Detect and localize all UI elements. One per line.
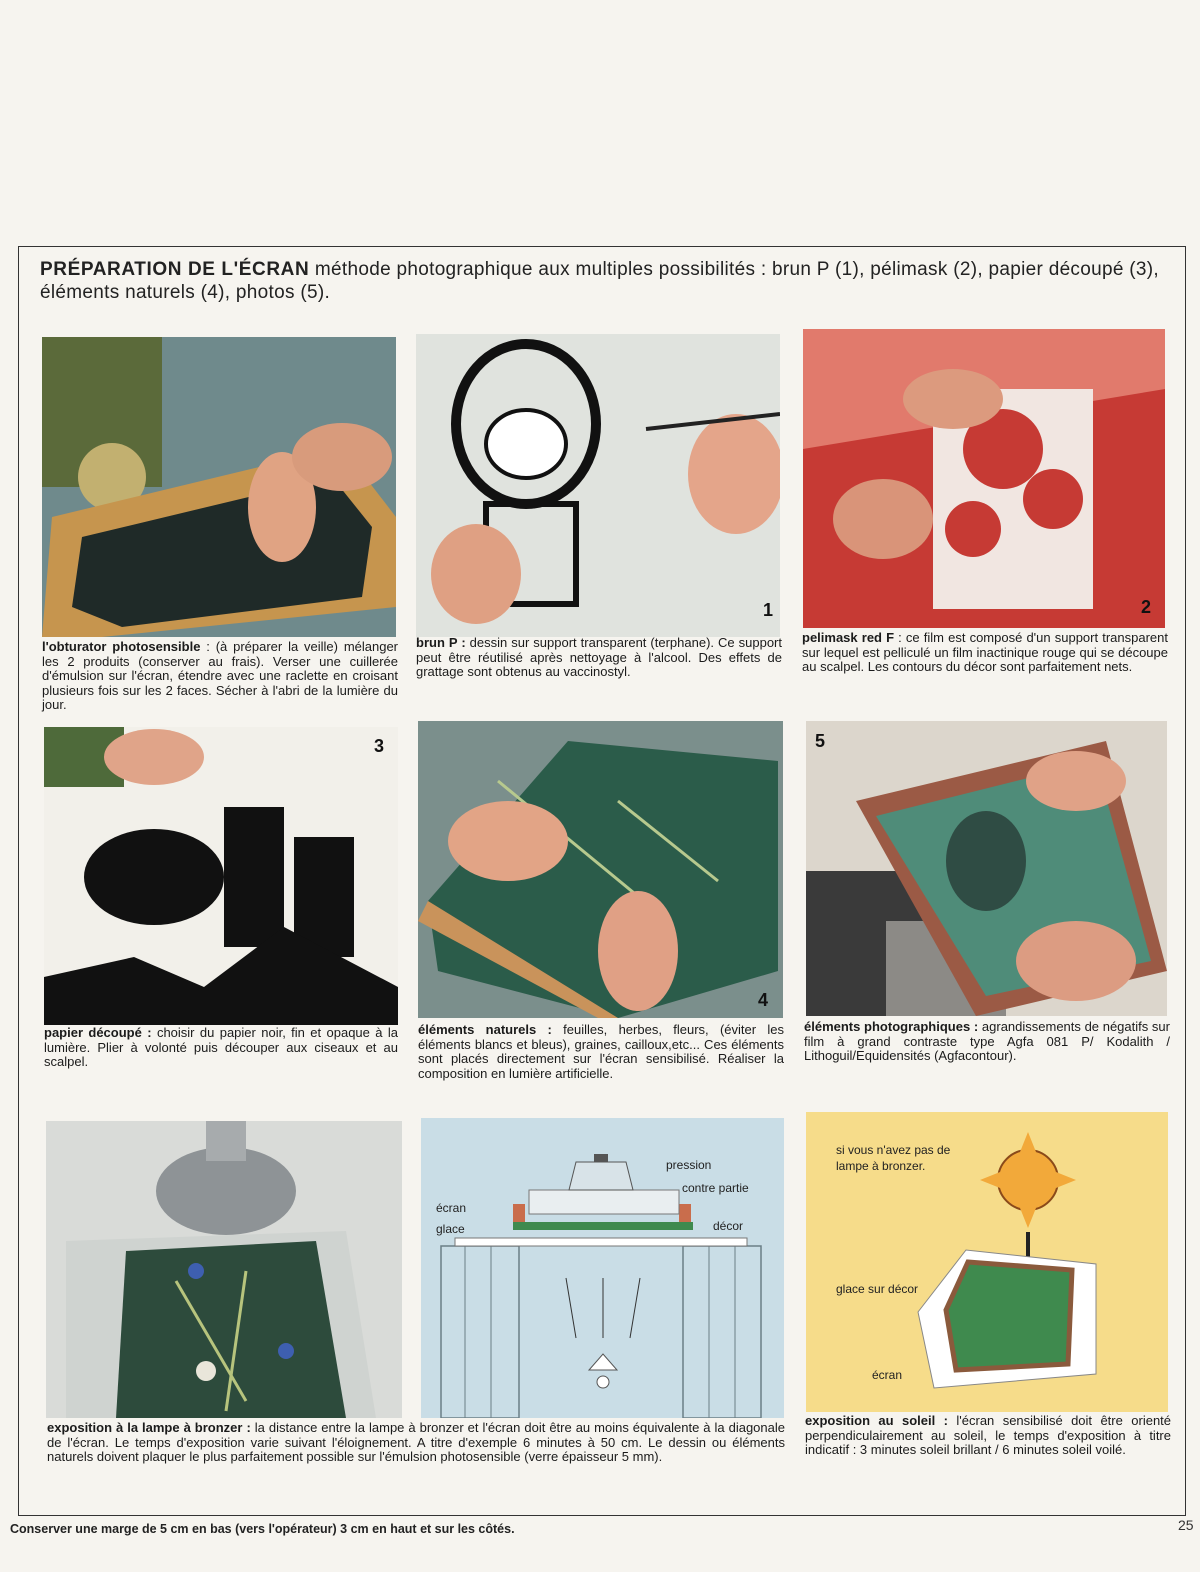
heading-title: PRÉPARATION DE L'ÉCRAN	[40, 259, 310, 280]
caption-obturator: l'obturator photosensible : (à préparer la veille) mélanger les 2 produits (conserver au frais). Verser une cuillerée d'émulsion sur l'écran, étendre avec une raclette en croisant plusieurs fois sur les 2 faces. Sécher à l'abri de la lumière du jour.	[42, 639, 399, 712]
footer-note: Conserver une marge de 5 cm en bas (vers l'opérateur) 3 cm en haut et sur les côtés.	[10, 1522, 515, 1536]
caption-elements-photographiques: éléments photographiques : agrandissements de négatifs sur film à grand contraste type Agfa 081 P/ Kodalith / Lithoguil/Equidensités (Agfacontour).	[804, 1019, 1170, 1063]
photo-elements-naturels	[418, 721, 783, 1018]
photo-lampe-bronzer	[46, 1121, 402, 1418]
label-contre-partie: contre partie	[682, 1181, 749, 1195]
panel-number-4: 4	[758, 990, 769, 1010]
caption-elements-naturels: éléments naturels : feuilles, herbes, fleurs, (éviter les éléments blancs et bleus), graines, cailloux,etc... Ces éléments sont placés directement sur l'écran sensibilisé. Réaliser la composition en lumière artificielle.	[418, 1022, 784, 1081]
page-number: 25	[1178, 1517, 1194, 1533]
label-glace-sur-decor: glace sur décor	[836, 1282, 919, 1296]
photo-pelimask	[803, 329, 1165, 628]
label-decor: décor	[713, 1219, 744, 1233]
heading-subtitle: méthode photographique aux multiples possibilités : brun P (1), pélimask (2), papier découpé (3), éléments naturels (4), photos (5).	[40, 259, 1159, 303]
label-pression: pression	[666, 1158, 712, 1172]
caption-pelimask: pelimask red F : ce film est composé d'un support transparent sur lequel est pelliculé un film inactinique rouge qui se découpe au scalpel. Les contours du décor sont parfaitement nets.	[802, 630, 1168, 674]
panel-number-1: 1	[763, 600, 774, 620]
pressure-diagram	[421, 1118, 784, 1418]
caption-soleil: exposition au soleil : l'écran sensibilisé doit être orienté perpendiculairement au soleil, le temps d'exposition à titre indicatif : 3 minutes soleil brillant / 6 minutes soleil voilé.	[805, 1413, 1172, 1457]
panel-number-5: 5	[815, 731, 826, 751]
label-ecran-sun: écran	[872, 1368, 903, 1382]
caption-papier-decoupe: papier découpé : choisir du papier noir, fin et opaque à la lumière. Plier à volonté puis découper aux ciseaux et au scalpel.	[44, 1025, 398, 1069]
photo-papier-decoupe	[44, 727, 398, 1025]
photo-brun-p	[416, 334, 780, 637]
label-glace: glace	[436, 1222, 465, 1236]
photo-obturator	[42, 337, 396, 637]
sun-note: si vous n'avez pas de lampe à bronzer.	[836, 1143, 951, 1173]
panel-number-3: 3	[374, 736, 385, 756]
caption-brun-p: brun P : dessin sur support transparent (terphane). Ce support peut être réutilisé après nettoyage à l'alcool. Des effets de grattage sont obtenus au vaccinostyl.	[416, 635, 782, 679]
caption-lampe-bronzer: exposition à la lampe à bronzer : la distance entre la lampe à bronzer et l'écran doit être au moins équivalente à la diagonale de l'écran. Le temps d'exposition varie suivant l'éloignement. A titre d'exemple 6 minutes à 50 cm. Le dessin ou éléments naturels doivent plaquer le plus parfaitement possible sur l'émulsion photosensible (verre épaisseur 5 mm).	[47, 1420, 785, 1464]
label-ecran: écran	[436, 1201, 467, 1215]
page-heading	[40, 258, 1170, 304]
photo-elements-photographiques	[806, 721, 1167, 1016]
panel-number-2: 2	[1141, 597, 1152, 617]
